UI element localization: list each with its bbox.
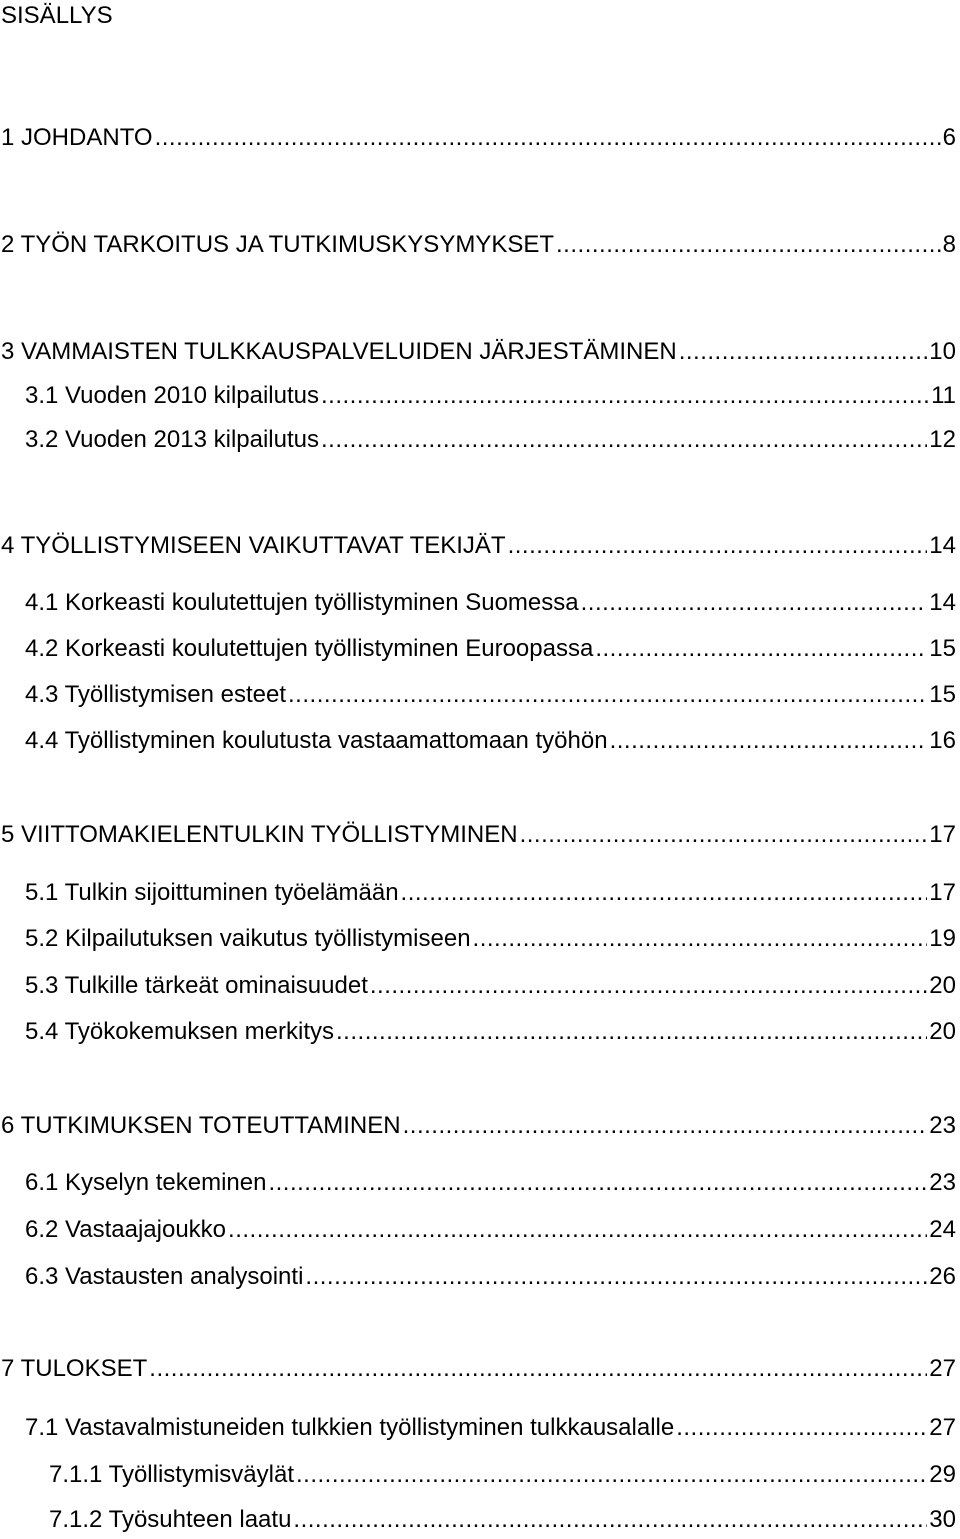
- toc-entry-6-3[interactable]: [25, 1261, 956, 1293]
- toc-entry-6[interactable]: [1, 1110, 956, 1142]
- toc-entry-title: 6.1 Kyselyn tekeminen: [25, 1169, 267, 1196]
- dot-leader: [401, 877, 928, 909]
- toc-entry-7-1-2[interactable]: [49, 1504, 956, 1536]
- dot-leader: [473, 923, 928, 955]
- dot-leader: [228, 1214, 927, 1246]
- dot-leader: [321, 424, 927, 456]
- dot-leader: [293, 1504, 927, 1536]
- dot-leader: [336, 1016, 927, 1048]
- toc-entry-title: 6 TUTKIMUKSEN TOTEUTTAMINEN: [1, 1112, 401, 1139]
- dot-leader: [508, 530, 928, 562]
- toc-entry-title: 3.2 Vuoden 2013 kilpailutus: [25, 426, 319, 453]
- toc-page-number: 23: [929, 1112, 956, 1139]
- toc-page-number: 6: [942, 124, 956, 151]
- toc-entry-title: 5.3 Tulkille tärkeät ominaisuudet: [25, 972, 368, 999]
- dot-leader: [581, 587, 928, 619]
- dot-leader: [288, 679, 927, 711]
- toc-entry-title: 3 VAMMAISTEN TULKKAUSPALVELUIDEN JÄRJESTÄMINEN: [1, 338, 677, 365]
- toc-page-number: 10: [929, 338, 956, 365]
- toc-entry-1[interactable]: [1, 122, 956, 154]
- toc-entry-title: 5.1 Tulkin sijoittuminen työelämään: [25, 879, 399, 906]
- toc-entry-4-1[interactable]: [25, 587, 956, 619]
- dot-leader: [296, 1459, 927, 1491]
- toc-page-number: 24: [929, 1216, 956, 1243]
- dot-leader: [610, 725, 928, 757]
- toc-page-number: 27: [929, 1355, 956, 1382]
- toc-entry-title: 6.3 Vastausten analysointi: [25, 1263, 304, 1290]
- toc-page-number: 16: [929, 727, 956, 754]
- toc-entry-title: 5 VIITTOMAKIELENTULKIN TYÖLLISTYMINEN: [1, 821, 518, 848]
- toc-page-number: 17: [929, 879, 956, 906]
- toc-entry-title: 4 TYÖLLISTYMISEEN VAIKUTTAVAT TEKIJÄT: [1, 532, 506, 559]
- toc-entry-2[interactable]: [1, 229, 956, 261]
- toc-entry-7-1-1[interactable]: [49, 1459, 956, 1491]
- toc-page-number: 19: [929, 925, 956, 952]
- toc-entry-5-2[interactable]: [25, 923, 956, 955]
- toc-page-number: 23: [929, 1169, 956, 1196]
- toc-entry-title: 5.2 Kilpailutuksen vaikutus työllistymiseen: [25, 925, 471, 952]
- toc-entry-title: 5.4 Työkokemuksen merkitys: [25, 1018, 335, 1045]
- toc-entry-5[interactable]: [1, 819, 956, 851]
- toc-entry-4-3[interactable]: [25, 679, 956, 711]
- toc-entry-3[interactable]: [1, 336, 956, 368]
- toc-entry-title: 1 JOHDANTO: [1, 124, 153, 151]
- toc-entry-6-1[interactable]: [25, 1167, 956, 1199]
- toc-entry-title: 4.4 Työllistyminen koulutusta vastaamattomaan työhön: [25, 727, 608, 754]
- dot-leader: [520, 819, 928, 851]
- toc-entry-title: 3.1 Vuoden 2010 kilpailutus: [25, 382, 319, 409]
- toc-page-number: 17: [929, 821, 956, 848]
- dot-leader: [676, 1412, 927, 1444]
- dot-leader: [149, 1353, 927, 1385]
- toc-page-number: 27: [929, 1414, 956, 1441]
- toc-page-number: 20: [929, 1018, 956, 1045]
- toc-entry-7[interactable]: [1, 1353, 956, 1385]
- toc-entry-3-2[interactable]: [25, 424, 956, 456]
- dot-leader: [370, 970, 927, 1002]
- toc-page-number: 26: [929, 1263, 956, 1290]
- toc-entry-title: 4.3 Työllistymisen esteet: [25, 681, 287, 708]
- toc-entry-title: 7.1 Vastavalmistuneiden tulkkien työllistyminen tulkkausalalle: [25, 1414, 675, 1441]
- toc-entry-title: 7.1.2 Työsuhteen laatu: [49, 1506, 292, 1533]
- toc-entry-5-1[interactable]: [25, 877, 956, 909]
- toc-page-number: 14: [929, 589, 956, 616]
- dot-leader: [403, 1110, 928, 1142]
- toc-entry-title: 7.1.1 Työllistymisväylät: [49, 1461, 294, 1488]
- dot-leader: [556, 229, 941, 261]
- toc-entry-5-3[interactable]: [25, 970, 956, 1002]
- toc-entry-4-2[interactable]: [25, 633, 956, 665]
- dot-leader: [155, 122, 941, 154]
- toc-page-number: 15: [929, 681, 956, 708]
- toc-entry-3-1[interactable]: [25, 380, 956, 412]
- toc-page-number: 15: [929, 635, 956, 662]
- toc-entry-title: 4.2 Korkeasti koulutettujen työllistyminen Euroopassa: [25, 635, 594, 662]
- dot-leader: [268, 1167, 927, 1199]
- dot-leader: [679, 336, 928, 368]
- toc-entry-7-1[interactable]: [25, 1412, 956, 1444]
- toc-entry-title: 2 TYÖN TARKOITUS JA TUTKIMUSKYSYMYKSET: [1, 231, 555, 258]
- toc-entry-4[interactable]: [1, 530, 956, 562]
- toc-entry-4-4[interactable]: [25, 725, 956, 757]
- toc-page-number: 8: [942, 231, 956, 258]
- toc-heading: SISÄLLYS: [1, 2, 113, 29]
- dot-leader: [321, 380, 929, 412]
- toc-page-number: 12: [929, 426, 956, 453]
- toc-entry-5-4[interactable]: [25, 1016, 956, 1048]
- toc-entry-title: 7 TULOKSET: [1, 1355, 148, 1382]
- toc-entry-title: 4.1 Korkeasti koulutettujen työllistyminen Suomessa: [25, 589, 579, 616]
- toc-page-number: 11: [931, 382, 956, 409]
- toc-entry-title: 6.2 Vastaajajoukko: [25, 1216, 227, 1243]
- dot-leader: [305, 1261, 927, 1293]
- toc-page-number: 14: [929, 532, 956, 559]
- dot-leader: [595, 633, 927, 665]
- toc-entry-6-2[interactable]: [25, 1214, 956, 1246]
- toc-page-number: 20: [929, 972, 956, 999]
- toc-page-number: 30: [929, 1506, 956, 1533]
- toc-page-number: 29: [929, 1461, 956, 1488]
